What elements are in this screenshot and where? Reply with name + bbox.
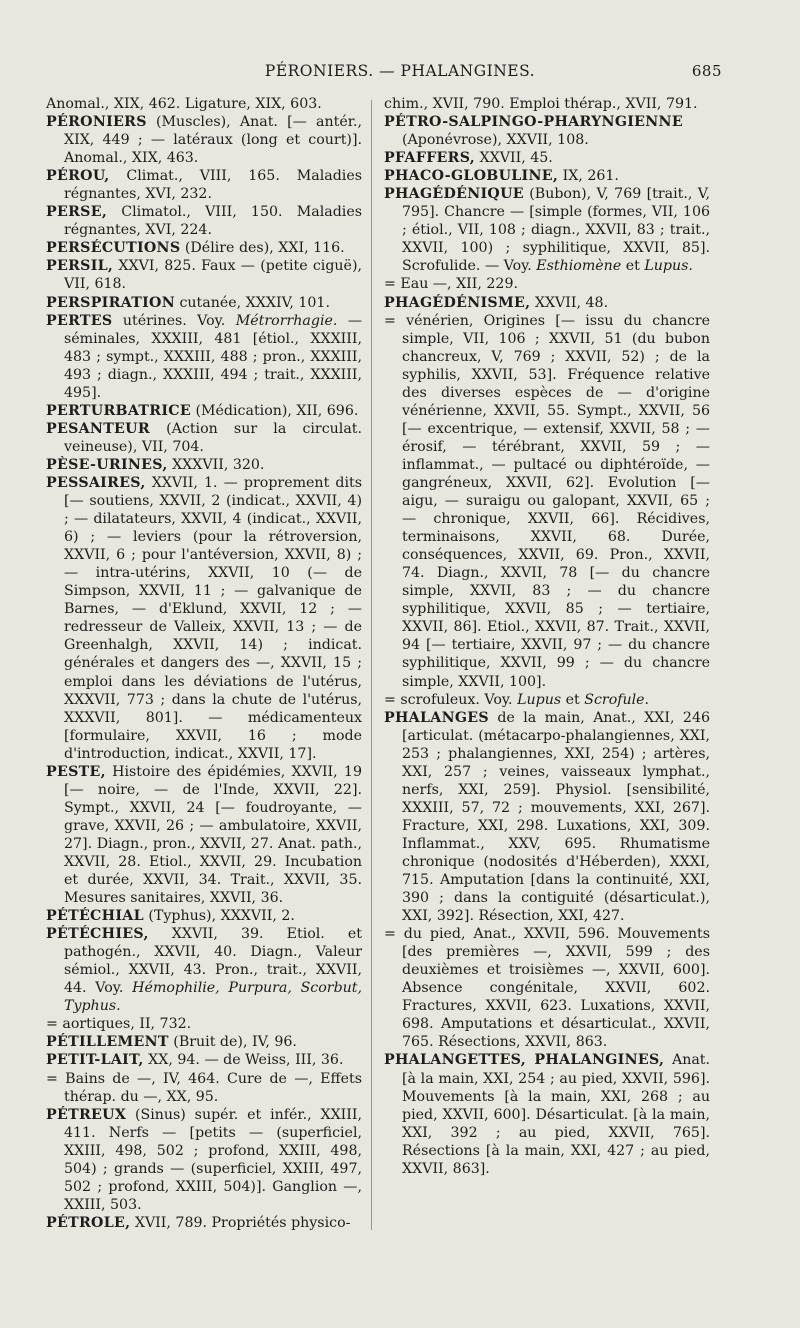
entry-text: (Délire des), XXI, 116. [180,240,345,257]
entry-text: = vénérien, Origines [— issu du chancre simple, VII, 106 ; XXVII, 51 (du bubon chancreux, V, 769 ; XXVII, 52) ; de la syphilis, XXVII, 53]. Fréquence relative des diverses espèces de — d'origine vénérienne, XXVII, 55. Sympt., XXVII, 56 [— excentrique, — extensif, XXVII, 58 ; — érosif, — térébrant, XXVII, 59 ; — inflammat., — pultacé ou diphtéroïde, — gangréneux, XXVII, 62]. Evolution [— aigu, — suraigu ou galopant, XXVII, 65 ; — chronique, XXVII, 66]. Récidives, terminaisons, XXVII, 68. Durée, conséquences, XXVII, 69. Pron., XXVII, 74. Diagn., XXVII, 78 [— du chancre simple, XXVII, 83 ; — du chancre syphilitique, XXVII, 85 ; — tertiaire, XXVII, 86]. Etiol., XXVII, 87. Trait., XXVII, 94 [— tertiaire, XXVII, 97 ; — du chancre syphilitique, XXVII, 99 ; — du chancre simple, XXVII, 100]. [384,312,710,690]
entry-headword: PESSAIRES, [46,474,146,491]
entry-headword: PÉTRO-SALPINGO-PHARYNGIENNE [384,114,683,131]
entry-text: XXVII, 48. [530,294,609,311]
index-entry [384,312,710,691]
index-entry [46,167,362,203]
index-entry [384,1051,710,1177]
page-number: 685 [691,62,722,80]
entry-headword: PHALANGES [384,709,489,726]
entry-headword: PESANTEUR [46,420,150,437]
entry-text: XXVII, 1. — proprement dits [— soutiens, XXVII, 2 (indicat., XXVII, 4) ; — dilatateurs, XXVII, 4 (indicat., XXVII, 6) ; — leviers (pour la rétroversion, XXVII, 6 ; pour l'antéversion, XXVII, 8) ; — intra-utérins, XXVII, 10 (— de Simpson, XXVII, 11 ; — galvanique de Barnes, — d'Eklund, XXVII, 12 ; — redresseur de Valleix, XXVII, 13 ; — de Greenhalgh, XXVII, 14) ; indicat. générales et dangers des —, XXVII, 15 ; emploi dans les déviations de l'utérus, XXXVII, 773 ; dans la chute de l'utérus, XXXVII, 801]. — médicamenteux [formulaire, XXVII, 16 ; mode d'introduction, indicat., XXVII, 17]. [64,474,362,762]
left-column [46,95,362,1232]
index-entry [46,203,362,239]
entry-text: XXXVII, 320. [167,456,265,473]
entry-text: = du pied, Anat., XXVII, 596. Mouvements [des premières —, XXVII, 599 ; des deuxièmes et troisièmes —, XXVII, 600]. Absence congénitale, XXVII, 602. Fractures, XXVII, 623. Luxations, XXVII, 698. Amputations et désarticulat., XXVII, 765. Résections, XXVII, 863. [384,926,710,1051]
index-entry [46,925,362,1015]
index-entry [46,420,362,456]
entry-headword: PHAGÉDÉNIQUE [384,186,524,203]
entry-headword: PESTE, [46,763,106,780]
entry-text: XVII, 789. Propriétés physico- [130,1214,351,1231]
entry-text: = scrofuleux. Voy. [384,691,518,708]
index-entry [384,691,710,709]
entry-text: de la main, Anat., XXI, 246 [articulat. (métacarpo-phalangiennes, XXI, 253 ; phalangiennes, XXI, 254) ; artères, XXI, 257 ; veines, vaisseaux lymphat., nerfs, XXI, 259]. Physiol. [sensibilité, XXXIII, 57, 72 ; mouvements, XXI, 267]. Fracture, XXI, 298. Luxations, XXI, 309. Inflammat., XXV, 695. Rhumatisme chronique (nodosités d'Héberden), XXXI, 715. Amputation [dans la continuité, XXI, 390 ; dans la contiguité (désarticulat.), XXI, 392]. Résection, XXI, 427. [402,709,710,925]
index-entry [46,113,362,167]
entry-text: (Muscles), Anat. [— antér., XIX, 449 ; — latéraux (long et court)]. Anomal., XIX, 463. [64,114,362,167]
entry-text: cutanée, XXXIV, 101. [174,294,330,311]
index-entry [384,167,710,185]
entry-headword: PÉTÉCHIAL [46,908,144,925]
entry-text: XX, 94. — de Weiss, III, 36. [143,1052,344,1069]
index-entry [384,185,710,275]
index-entry [384,294,710,312]
entry-text: XXVI, 825. Faux — (petite ciguë), VII, 618. [64,258,362,293]
entry-reference: Métrorrhagie. [235,312,338,329]
entry-reference: Lupus [517,691,562,708]
index-entry [46,402,362,420]
entry-text: XXVII, 39. Etiol. et pathogén., XXVII, 40. Diagn., Valeur sémiol., XXVII, 43. Pron., trait., XXVII, 44. Voy. [64,926,362,997]
index-entry [46,474,362,763]
entry-text: (Typhus), XXXVII, 2. [143,908,295,925]
entry-text: (Bruit de), IV, 96. [168,1034,297,1051]
entry-headword: PHAGÉDÉNISME, [384,294,531,311]
entry-text: chim., XVII, 790. Emploi thérap., XVII, 791. [384,96,698,112]
index-entry [384,925,710,1051]
entry-text: (Bubon), V, 769 [trait., V, 795]. Chancre — [simple (formes, VII, 106 ; étiol., VII, 108 ; diagn., XXVII, 83 ; trait., XXVII, 100) ; syphilitique, XXVII, 85]. Scrofulide. — Voy. [402,186,710,275]
entry-text: Anat. [à la main, XXI, 254 ; au pied, XXVII, 596]. Mouvements [à la main, XXI, 268 ; au pied, XXVII, 600]. Désarticulat. [à la main, XXI, 392 ; au pied, XXVII, 765]. Résections [à la main, XXI, 427 ; au pied, XXVII, 863]. [402,1052,710,1177]
entry-text: IX, 261. [558,168,619,185]
entry-text: = aortiques, II, 732. [46,1016,192,1033]
entry-headword: PÉTÉCHIES, [46,926,149,943]
index-entry [46,763,362,907]
index-entry [46,1214,362,1232]
entry-headword: PERTURBATRICE [46,402,191,419]
entry-headword: PETIT-LAIT, [46,1052,144,1069]
entry-text: = Eau —, XII, 229. [384,276,518,293]
index-entry [46,1033,362,1051]
entry-headword: PÉROU, [46,168,110,185]
page-header-title: PÉRONIERS. — PHALANGINES. [264,62,536,80]
entry-headword: PÉTREUX [46,1106,127,1123]
index-entry [46,312,362,402]
index-entry [46,1015,362,1033]
right-column [384,95,710,1178]
entry-text: (Aponévrose), XXVII, 108. [402,132,589,149]
index-entry [46,1106,362,1214]
entry-text: Histoire des épidémies, XXVII, 19 [— noire, — de l'Inde, XXVII, 22]. Sympt., XXVII, 24 [— foudroyante, — grave, XXVII, 26 ; — ambulatoire, XXVII, 27]. Diagn., pron., XXVII, 27. Anat. path., XXVII, 28. Etiol., XXVII, 29. Incubation et durée, XXVII, 34. Trait., XXVII, 35. Mesures sanitaires, XXVII, 36. [64,763,362,907]
index-entry [46,1051,362,1069]
entry-reference: Hémophilie, Purpura, Scorbut, Typhus. [64,980,362,1015]
entry-text: et [621,258,645,275]
index-entry [384,275,710,293]
entry-headword: PÈSE-URINES, [46,456,168,473]
index-entry [46,95,362,113]
entry-text: Anomal., XIX, 462. Ligature, XIX, 603. [46,96,322,112]
entry-text: Climat., VIII, 165. Maladies régnantes, XVI, 232. [64,168,362,203]
index-entry [46,257,362,293]
entry-text: et [561,691,585,708]
entry-text: = Bains de —, IV, 464. Cure de —, Effets thérap. du —, XX, 95. [46,1070,362,1105]
entry-headword: PERTES [46,312,113,329]
index-entry [384,95,710,113]
entry-headword: PFAFFERS, [384,150,476,167]
index-entry [384,709,710,926]
entry-reference: Esthiomène [536,258,622,275]
entry-reference: Lupus. [644,258,693,275]
running-head [40,62,760,86]
entry-headword: PÉRONIERS [46,114,147,131]
entry-text: XXVII, 45. [475,150,553,167]
entry-headword: PHACO-GLOBULINE, [384,168,559,185]
entry-text: Climatol., VIII, 150. Maladies régnantes, XVI, 224. [64,204,362,239]
entry-text: utérines. Voy. [112,312,236,329]
entry-headword: PERSIL, [46,258,114,275]
index-entry [46,1070,362,1106]
entry-text: (Médication), XII, 696. [190,402,359,419]
entry-reference: Scrofule. [584,691,650,708]
entry-headword: PHALANGETTES, PHALANGINES, [384,1052,665,1069]
index-entry [46,239,362,257]
entry-text: (Sinus) supér. et infér., XXIII, 411. Nerfs — [petits — (superficiel, XXIII, 498, 502 ; profond, XXIII, 498, 504) ; grands — (superficiel, XXIII, 497, 502 ; profond, XXIII, 504)]. Ganglion —, XXIII, 503. [64,1106,362,1213]
index-entry [384,113,710,149]
index-entry [46,456,362,474]
entry-text: — séminales, XXXIII, 481 [étiol., XXXIII, 483 ; sympt., XXXIII, 488 ; pron., XXXIII, 493 ; diagn., XXXIII, 494 ; trait., XXXIII, 495]. [64,312,363,401]
entry-headword: PERSPIRATION [46,294,175,311]
index-entry [46,907,362,925]
index-entry [384,149,710,167]
entry-headword: PÉTROLE, [46,1214,131,1231]
entry-headword: PERSÉCUTIONS [46,240,181,257]
entry-headword: PERSE, [46,204,108,221]
index-entry [46,294,362,312]
entry-text: (Action sur la circulat. veineuse), VII, 704. [64,420,362,455]
column-divider [371,100,372,1230]
entry-headword: PÉTILLEMENT [46,1034,169,1051]
